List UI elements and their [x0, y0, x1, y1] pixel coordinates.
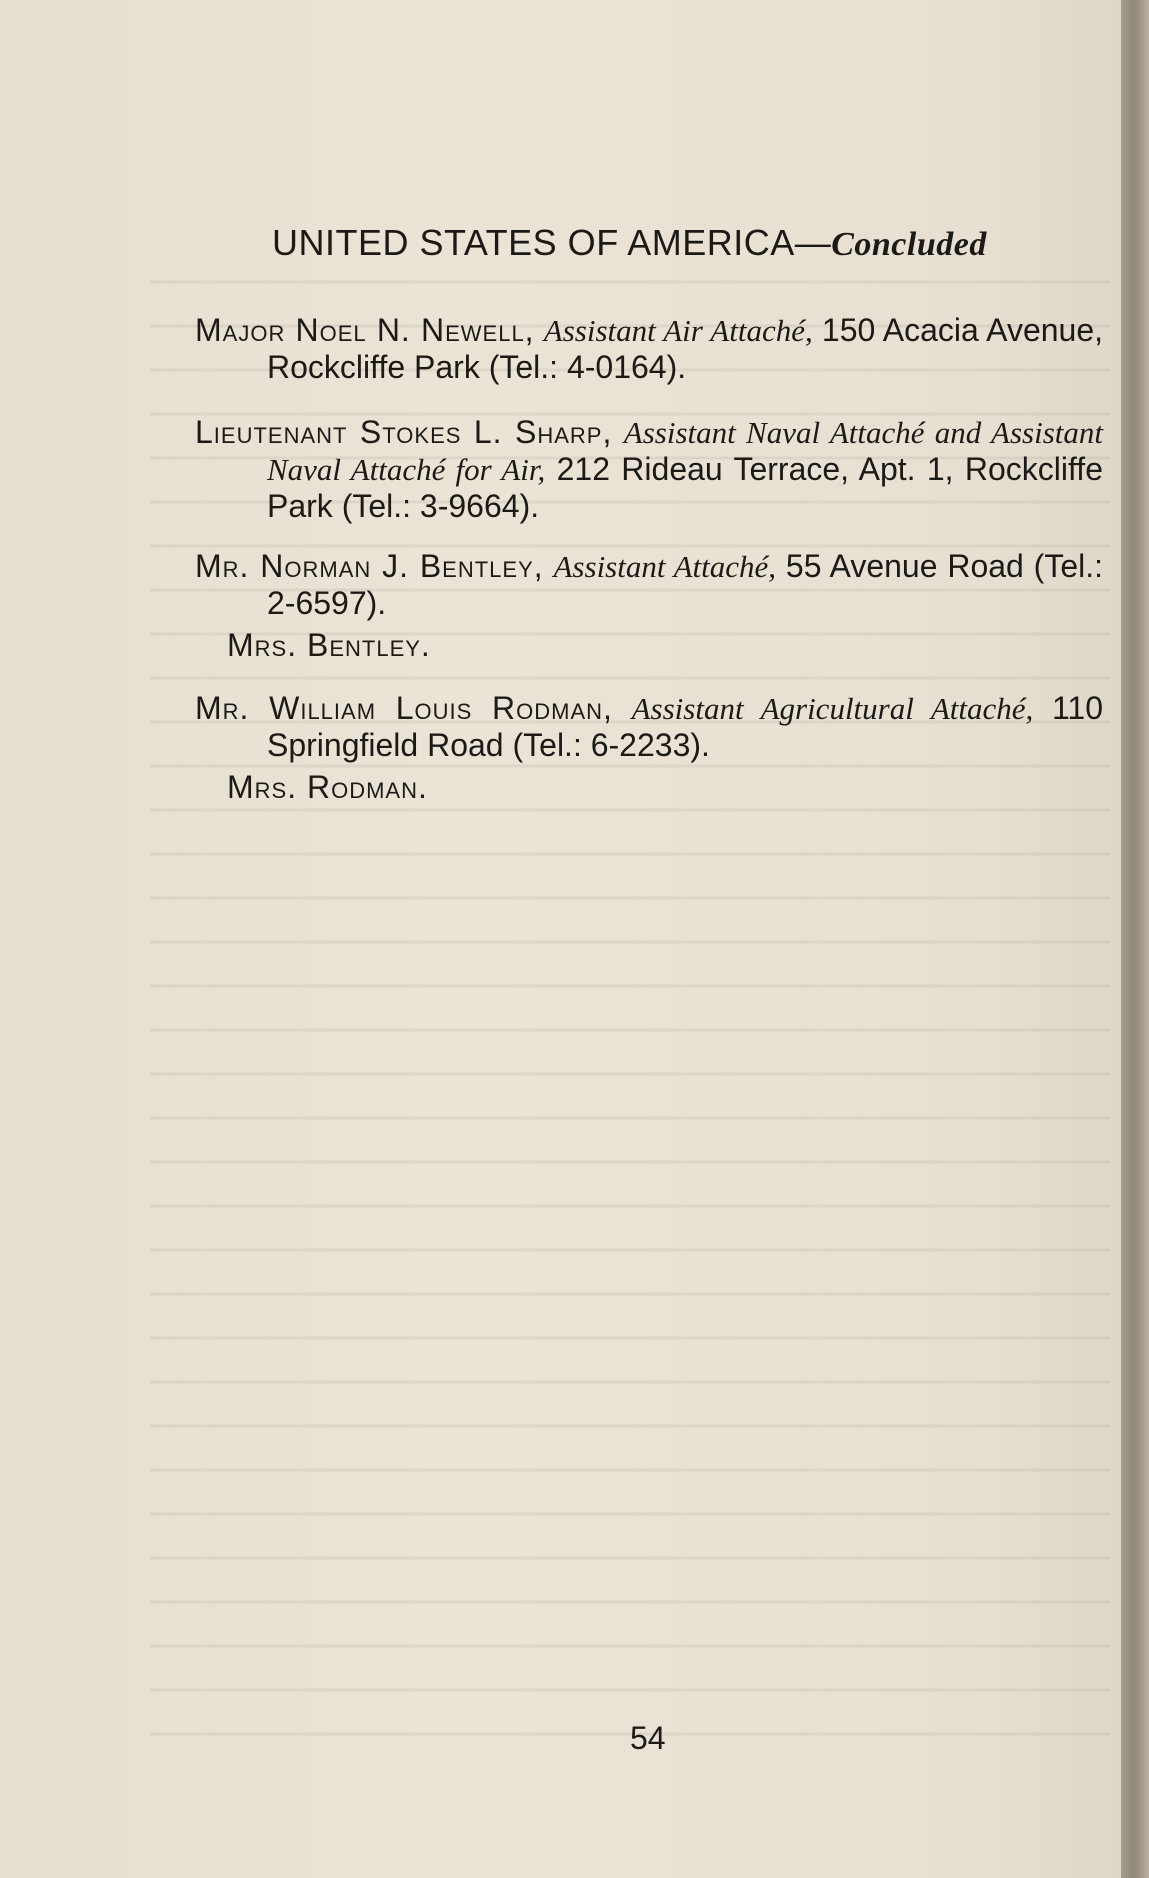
- person-title: Assistant Naval Attaché and Assistant Naval Attaché for Air,: [267, 415, 1103, 487]
- heading-dash: —: [794, 222, 832, 263]
- person-name: Mr. Norman J. Bentley,: [195, 548, 544, 584]
- spouse-name: Mrs. Rodman.: [227, 769, 428, 805]
- directory-entry-newell: [195, 312, 1103, 385]
- entry-text: [195, 548, 1103, 621]
- heading-suffix: Concluded: [831, 226, 987, 263]
- spouse-name: Mrs. Bentley.: [227, 627, 431, 663]
- section-heading: [272, 222, 987, 264]
- page-number: 54: [630, 1720, 666, 1756]
- person-address: 110 Springfield Road (Tel.: 6-2233).: [267, 690, 1103, 763]
- directory-entry-sharp: [195, 414, 1103, 524]
- person-title: Assistant Agricultural Attaché,: [631, 691, 1034, 726]
- directory-entry-rodman: [195, 690, 1103, 805]
- directory-entry-bentley: [195, 548, 1103, 663]
- person-title: Assistant Attaché,: [553, 549, 777, 584]
- entry-text: [195, 414, 1103, 524]
- person-name: Mr. William Louis Rodman,: [195, 690, 613, 726]
- person-name: Major Noel N. Newell,: [195, 312, 535, 348]
- entry-text: [195, 690, 1103, 763]
- person-address: 212 Rideau Terrace, Apt. 1, Rockcliffe Park (Tel.: 3-9664).: [267, 451, 1103, 524]
- person-address: 55 Avenue Road (Tel.: 2-6597).: [267, 548, 1104, 621]
- book-spine-edge: [1121, 0, 1149, 1878]
- country-heading: UNITED STATES OF AMERICA: [272, 222, 795, 263]
- person-name: Lieutenant Stokes L. Sharp,: [195, 414, 613, 450]
- person-address: 150 Acacia Avenue, Rockcliffe Park (Tel.: 4-0164).: [267, 312, 1104, 385]
- person-title: Assistant Air Attaché,: [543, 313, 813, 348]
- entry-text: [195, 312, 1103, 385]
